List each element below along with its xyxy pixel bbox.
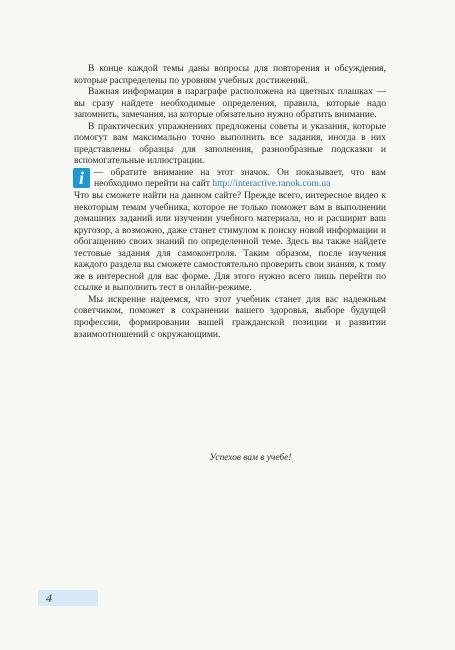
body-text [74,63,386,340]
page-number-bar [38,590,98,606]
site-link[interactable]: http://interactive.ranok.com.ua [212,178,331,190]
paragraph-site-content: Что вы сможете найти на данном сайте? Прежде всего, интересное видео к некоторым темам учебника, которое не только поможет вам в выполнении домашних заданий или изучении учебного материала, но и расширит ваш кругозор, а возможно, даже станет стимулом к поиску новой информации и обогащению своих знаний по определенной теме. Здесь вы также найдете тестовые задания для самоконтроля. Таким образом, после изучения каждого раздела вы сможете самостоятельно проверить свои знания, к тому же в интересной для вас форме. Для этого нужно всего лишь перейти по ссылке и выполнить тест в онлайн-режиме. [74,190,386,294]
paragraph-review-questions: В конце каждой темы даны вопросы для повторения и обсуждения, которые распределены по уровням учебных достижений. [74,63,386,86]
page-number: 4 [46,591,52,605]
closing-wish: Успехов вам в учебе! [209,453,292,463]
paragraph-colored-boxes: Важная информация в параграфе расположена на цветных плашках — вы сразу найдете необходимые определения, правила, которые надо запомнить, замечания, на которые обязательно нужно обратить внимание. [74,86,386,121]
paragraph-hopes: Мы искренне надеемся, что этот учебник станет для вас надежным советчиком, поможет в сохранении вашего здоровья, выборе будущей профессии, формировании вашей гражданской позиции и развитии взаимоотношений с окружающими. [74,293,386,340]
info-note [74,167,386,190]
paragraph-practical-exercises: В практических упражнениях предложены советы и указания, которые помогут вам максимально точно выполнить все задания, иногда в них представлены образцы для заполнения, разнообразные подсказки и вспомогательные иллюстрации. [74,120,386,167]
info-icon: i [73,168,90,188]
info-note-text: — обратите внимание на этот значок. Он показывает, что вам необходимо перейти на сайт [94,166,386,190]
